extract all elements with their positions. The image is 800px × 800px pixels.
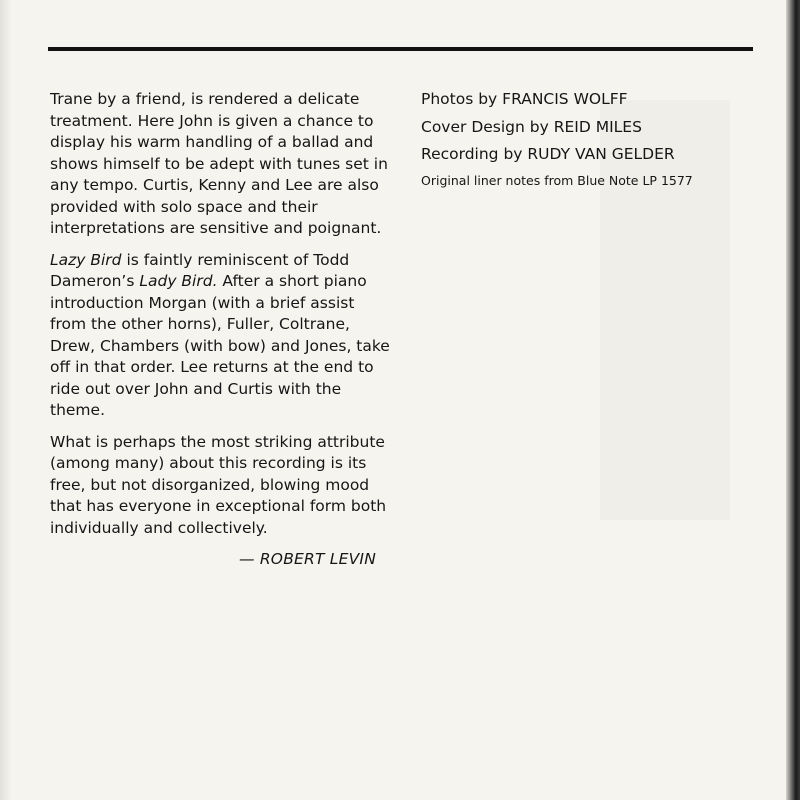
author-signature: — ROBERT LEVIN bbox=[239, 550, 376, 568]
paragraph-text: Trane by a friend, is rendered a delicate treatment. Here John is given a chance to display his warm handling of a ballad and shows himself to be adept with tunes set in any tempo. Curtis, Kenny and Lee are also provided with solo space and their interpretations are sensitive and poignant. bbox=[50, 90, 388, 237]
photo-credit: Photos by FRANCIS WOLFF bbox=[421, 90, 628, 108]
liner-paragraph-2 bbox=[50, 250, 390, 422]
paragraph-text: What is perhaps the most striking attribute (among many) about this recording is its free, but not disorganized, blowing mood that has everyone in exceptional form both individually and collectively. bbox=[50, 432, 387, 537]
liner-notes-column bbox=[50, 89, 390, 571]
paragraph-text: After a short piano introduction Morgan (with a brief assist from the other horns), Fuller, Coltrane, Drew, Chambers (with bow) and Jones, take off in that order. Lee returns at the end to ride out over John and Curtis with the theme. bbox=[50, 272, 390, 419]
cover-design-credit: Cover Design by REID MILES bbox=[421, 117, 642, 136]
credits-column bbox=[421, 89, 741, 190]
recording-credit: Recording by RUDY VAN GELDER bbox=[421, 145, 675, 163]
song-title-lazy-bird: Lazy Bird bbox=[50, 250, 122, 269]
song-title-lady-bird: Lady Bird. bbox=[139, 272, 218, 290]
paragraph-text: is faintly reminiscent of Todd Dameron’s bbox=[50, 250, 350, 290]
page-fold-shadow bbox=[0, 0, 12, 800]
source-note: Original liner notes from Blue Note LP 1577 bbox=[421, 172, 693, 188]
liner-paragraph-1 bbox=[50, 89, 390, 240]
booklet-edge bbox=[786, 0, 800, 800]
top-rule bbox=[48, 47, 753, 51]
liner-paragraph-3 bbox=[50, 432, 390, 540]
